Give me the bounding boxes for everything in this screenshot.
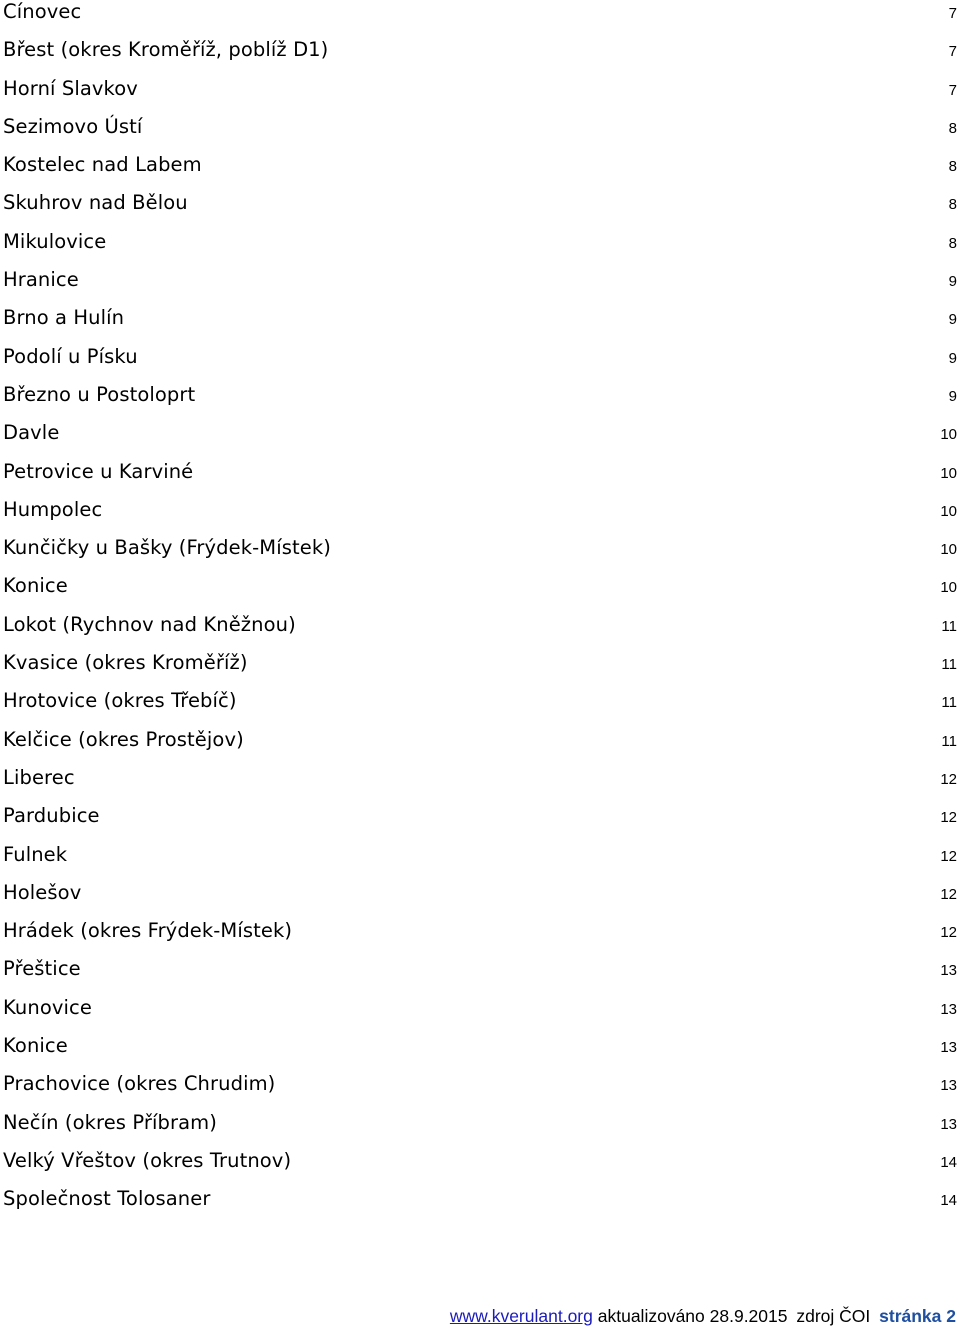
toc-entry[interactable] — [3, 606, 957, 644]
toc-entry[interactable] — [3, 950, 957, 988]
toc-entry-page: 13 — [940, 1039, 957, 1057]
toc-entry-title: Podolí u Písku — [3, 344, 138, 368]
toc-entry-page: 11 — [941, 732, 957, 750]
toc-entry[interactable] — [3, 1142, 957, 1180]
toc-entry[interactable] — [3, 836, 957, 874]
toc-entry[interactable] — [3, 912, 957, 950]
toc-entry-title: Konice — [3, 1034, 68, 1058]
toc-entry[interactable] — [3, 759, 957, 797]
toc-entry[interactable] — [3, 567, 957, 605]
toc-entry[interactable] — [3, 223, 957, 261]
toc-entry-title: Pardubice — [3, 804, 100, 828]
toc-entry[interactable] — [3, 682, 957, 720]
toc-entry-title: Přeštice — [3, 957, 81, 981]
toc-entry[interactable] — [3, 797, 957, 835]
toc-entry-title: Nečín (okres Příbram) — [3, 1110, 217, 1134]
toc-entry-page: 10 — [940, 579, 957, 597]
toc-entry-title: Mikulovice — [3, 229, 107, 253]
toc-entry[interactable] — [3, 1065, 957, 1103]
toc-entry[interactable] — [3, 1027, 957, 1065]
toc-entry-title: Liberec — [3, 765, 75, 789]
toc-entry[interactable] — [3, 31, 957, 69]
toc-entry[interactable] — [3, 299, 957, 337]
toc-entry-page: 9 — [948, 311, 957, 329]
toc-entry-page: 13 — [940, 1077, 957, 1095]
toc-entry-title: Hrádek (okres Frýdek-Místek) — [3, 919, 293, 943]
toc-entry-title: Davle — [3, 421, 60, 445]
toc-entry-title: Velký Vřeštov (okres Trutnov) — [3, 1148, 292, 1172]
toc-entry-title: Společnost Tolosaner — [3, 1187, 211, 1211]
toc-entry-page: 10 — [940, 426, 957, 444]
toc-entry-title: Humpolec — [3, 497, 103, 521]
updated-date: aktualizováno 28.9.2015 — [597, 1306, 788, 1326]
toc-entry[interactable] — [3, 453, 957, 491]
toc-entry-page: 12 — [940, 924, 957, 942]
toc-entry-page: 9 — [948, 273, 957, 291]
toc-entry[interactable] — [3, 376, 957, 414]
toc-entry[interactable] — [3, 70, 957, 108]
toc-entry[interactable] — [3, 261, 957, 299]
toc-entry-page: 11 — [941, 656, 957, 674]
toc-entry[interactable] — [3, 108, 957, 146]
toc-entry[interactable] — [3, 721, 957, 759]
toc-entry-title: Horní Slavkov — [3, 76, 138, 100]
page-footer — [450, 1306, 956, 1327]
toc-entry-title: Lokot (Rychnov nad Kněžnou) — [3, 612, 296, 636]
toc-entry-page: 12 — [940, 885, 957, 903]
toc-entry-page: 7 — [948, 43, 957, 61]
toc-entry[interactable] — [3, 644, 957, 682]
toc-entry-title: Skuhrov nad Bělou — [3, 191, 188, 215]
toc-entry[interactable] — [3, 184, 957, 222]
toc-entry-page: 12 — [940, 809, 957, 827]
toc-entry-page: 8 — [948, 196, 957, 214]
toc-entry-title: Kvasice (okres Kroměříž) — [3, 651, 248, 675]
toc-entry-page: 8 — [948, 119, 957, 137]
toc-entry-page: 11 — [941, 694, 957, 712]
toc-entry-page: 12 — [940, 847, 957, 865]
toc-entry-title: Brno a Hulín — [3, 306, 125, 330]
toc-entry-page: 9 — [948, 387, 957, 405]
toc-entry-title: Prachovice (okres Chrudim) — [3, 1072, 276, 1096]
toc-entry[interactable] — [3, 491, 957, 529]
toc-entry-title: Kunčičky u Bašky (Frýdek-Místek) — [3, 536, 331, 560]
toc-entry-page: 10 — [940, 502, 957, 520]
toc-entry[interactable] — [3, 874, 957, 912]
toc-entry-title: Konice — [3, 574, 68, 598]
toc-entry[interactable] — [3, 1104, 957, 1142]
toc-entry-title: Fulnek — [3, 842, 68, 866]
toc-entry-title: Petrovice u Karviné — [3, 459, 194, 483]
toc-entry-title: Kelčice (okres Prostějov) — [3, 727, 244, 751]
toc-entry[interactable] — [3, 414, 957, 452]
toc-entry-page: 10 — [940, 464, 957, 482]
toc-entry-page: 14 — [940, 1192, 957, 1210]
toc-entry-title: Holešov — [3, 880, 82, 904]
toc-entry-page: 13 — [940, 1000, 957, 1018]
toc-entry-title: Hrotovice (okres Třebíč) — [3, 689, 237, 713]
toc-entry-page: 12 — [940, 770, 957, 788]
toc-entry-title: Břest (okres Kroměříž, poblíž D1) — [3, 38, 329, 62]
toc-entry[interactable] — [3, 0, 957, 31]
toc-entry-title: Cínovec — [3, 0, 82, 23]
table-of-contents — [3, 0, 957, 1219]
toc-entry-page: 8 — [948, 158, 957, 176]
source-note: zdroj ČOI — [796, 1306, 871, 1326]
toc-entry[interactable] — [3, 338, 957, 376]
toc-entry-title: Sezimovo Ústí — [3, 114, 143, 138]
toc-entry-title: Kunovice — [3, 995, 92, 1019]
toc-entry-page: 11 — [941, 617, 957, 635]
toc-entry-page: 7 — [948, 5, 957, 22]
toc-entry[interactable] — [3, 146, 957, 184]
toc-entry-title: Hranice — [3, 268, 79, 292]
toc-entry-title: Kostelec nad Labem — [3, 153, 202, 177]
toc-entry[interactable] — [3, 529, 957, 567]
website-link[interactable]: www.kverulant.org — [449, 1306, 593, 1326]
page-number: stránka 2 — [879, 1306, 956, 1326]
toc-entry[interactable] — [3, 1180, 957, 1218]
toc-entry-page: 7 — [948, 81, 957, 99]
toc-entry-page: 13 — [940, 1115, 957, 1133]
toc-entry-page: 13 — [940, 962, 957, 980]
toc-entry-page: 8 — [948, 234, 957, 252]
toc-entry[interactable] — [3, 989, 957, 1027]
toc-entry-page: 14 — [940, 1153, 957, 1171]
toc-entry-page: 10 — [940, 541, 957, 559]
toc-entry-page: 9 — [948, 349, 957, 367]
toc-entry-title: Březno u Postoloprt — [3, 382, 196, 406]
